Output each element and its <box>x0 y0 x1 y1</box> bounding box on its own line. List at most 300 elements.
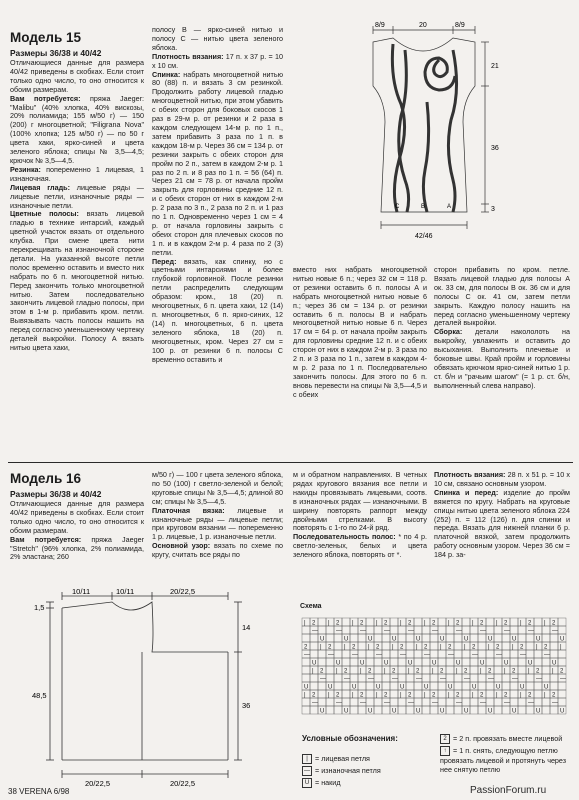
chart-symbol: U <box>416 636 421 643</box>
chart-symbol: — <box>376 652 382 659</box>
paragraph-text: вместо них набрать многоцветной нитью новые 6 п.; через 32 см = 118 р. от резинки оставить 6 п. полосы А и набрать многоцветной нитью новые 6 п.; через 36 см = 134 р. от резинки оставить 6 п. полосы В и набрать многоцветной нитью новые 6 п. Через 17 см = 64 р. от начала пройм закрыть для горловины средние 12 п. и с обеих сторон от них в каждом 2-м р. 3 раза по 2 п. и 3 раза по 1 п., затем в каждом 4-м р. 2 раза по 1 п. Последовательно закончить полосы. Для этого по 6 п. вновь перевести на спицы № 3,5—4,5 и с обеих <box>293 266 427 399</box>
chart-cell <box>366 698 374 706</box>
model-15-stripe-c: C <box>395 204 400 210</box>
chart-symbol: | <box>504 668 506 675</box>
chart-symbol: U <box>304 684 309 691</box>
chart-cell <box>478 642 486 650</box>
chart-cell <box>366 626 374 634</box>
watermark: PassionForum.ru <box>470 785 547 796</box>
chart-symbol: 2 <box>504 692 508 699</box>
chart-cell <box>374 698 382 706</box>
chart-cell <box>398 666 406 674</box>
chart-symbol: U <box>344 708 349 715</box>
paragraph-text: набрать многоцветной нитью 80 (88) п. и вязать 3 см резинкой. Продолжить работу лицевой гладью многоцветной нитью, при этом убавить с обеих сторон для боковых скосов 1 раз в 29-м р. от резинки и 2 раза в каждом следующем 14-м р. по 1 п., затем прибавить 3 раза по 1 п. в каждом 18-м р. Через 36 см = 134 р. от резинки закрыть с обеих сторон для пройм по 2 п., затем в каждом 2-м р. 1 раз по 2 п. и 8 раз по 1 п. = 56 (64) п. Через 21 см = 78 р. от начала пройм закрыть для горловины средние 12 п. и с обеих сторон от них в каждом 2-м р. 2 раза по 3 п., 2 раза по 2 п. и 1 раз по 1 п. Одновременно через 1 см = 4 р. от начала горловины закрыть с обеих сторон для плечевых скосов по 1 п. и в каждом 2-м р. 4 раза по 2 (3) петли. <box>152 69 283 257</box>
chart-cell <box>326 698 334 706</box>
chart-cell <box>494 634 502 642</box>
model-15-schematic <box>335 20 575 255</box>
chart-symbol: 2 <box>552 692 556 699</box>
chart-symbol: U <box>544 684 549 691</box>
chart-symbol: — <box>552 700 558 707</box>
chart-cell <box>318 658 326 666</box>
legend-title: Условные обозначения: <box>302 734 398 743</box>
chart-cell <box>438 658 446 666</box>
chart-cell <box>422 698 430 706</box>
chart-cell <box>446 706 454 714</box>
chart-cell <box>510 626 518 634</box>
chart-symbol: — <box>464 676 470 683</box>
chart-cell <box>398 706 406 714</box>
chart-symbol: — <box>560 676 566 683</box>
chart-symbol: — <box>360 628 366 635</box>
chart-symbol: U <box>496 684 501 691</box>
chart-symbol: | <box>536 644 538 651</box>
paragraph-text: вязать лицевой гладью в технике интарсий, каждый цветной участок вязать от отдельного клубка. При смене цвета нити перекрещивать на изнаночной стороне детали. На указанной высоте петли полос временно оставить и вместо них набрать по 6 п. многоцветной нитью. Перед закончить только многоцветной нитью. Затем последовательно закончить лицевой гладью полосы, при этом в 1-м р. прибавить кром. петли. Вывязывать часть полосы нашить на перед согласно уменьшенному чертежу деталей выкройки. Полосу А вязать нитью цвета хаки, <box>10 209 144 352</box>
chart-cell <box>390 698 398 706</box>
chart-cell <box>526 642 534 650</box>
chart-symbol: — <box>504 700 510 707</box>
chart-symbol: — <box>392 676 398 683</box>
paragraph-text: сторон прибавить по кром. петле. Вязать лицевой гладью для полосы А ок. 33 см, для полосы В ок. 36 см и для полосы С ок. 41 см, затем петли закрыть. Каждую полосу нашить на перед согласно уменьшенному чертежу деталей выкройки. <box>434 266 570 328</box>
chart-cell <box>398 658 406 666</box>
chart-cell <box>454 650 462 658</box>
chart-cell <box>302 634 310 642</box>
paragraph-lead: Перед: <box>152 256 177 266</box>
chart-cell <box>510 658 518 666</box>
chart-cell <box>302 658 310 666</box>
chart-cell <box>382 650 390 658</box>
chart-cell <box>518 626 526 634</box>
chart-symbol: U <box>368 636 373 643</box>
chart-cell <box>342 682 350 690</box>
chart-cell <box>350 698 358 706</box>
chart-cell <box>342 650 350 658</box>
chart-cell <box>534 698 542 706</box>
chart-symbol: | <box>432 668 434 675</box>
chart-cell <box>406 674 414 682</box>
chart-symbol: — <box>408 628 414 635</box>
chart-symbol: 2 <box>368 668 372 675</box>
chart-symbol: U <box>504 660 509 667</box>
chart-cell <box>494 698 502 706</box>
chart-symbol: | <box>320 644 322 651</box>
chart-symbol: — <box>504 628 510 635</box>
chart-cell <box>326 706 334 714</box>
chart-cell <box>502 634 510 642</box>
chart-cell <box>310 706 318 714</box>
chart-symbol: 2 <box>456 620 460 627</box>
chart-symbol: U <box>456 660 461 667</box>
chart-cell <box>406 706 414 714</box>
paragraph <box>152 507 283 543</box>
paragraph <box>293 533 427 560</box>
paragraph <box>10 500 144 536</box>
chart-symbol: U <box>344 636 349 643</box>
chart-cell <box>486 626 494 634</box>
legend-knit: | = лицевая петля <box>302 754 370 764</box>
chart-cell <box>550 634 558 642</box>
chart-symbol: U <box>392 636 397 643</box>
chart-cell <box>438 650 446 658</box>
chart-symbol: — <box>432 700 438 707</box>
chart-cell <box>454 682 462 690</box>
paragraph-lead: Цветные полосы: <box>10 209 79 219</box>
paragraph-lead: Спинка: <box>152 69 181 79</box>
chart-cell <box>462 658 470 666</box>
chart-cell <box>502 706 510 714</box>
chart-cell <box>518 658 526 666</box>
chart-cell <box>398 698 406 706</box>
chart-symbol: U <box>552 660 557 667</box>
chart-cell <box>334 642 342 650</box>
chart-symbol: 2 <box>312 692 316 699</box>
chart-cell <box>534 690 542 698</box>
chart-symbol: U <box>432 660 437 667</box>
model-15-column-2 <box>152 26 283 431</box>
chart-symbol: 2 <box>328 644 332 651</box>
chart-cell <box>462 626 470 634</box>
chart-symbol: 2 <box>504 620 508 627</box>
chart-cell <box>414 650 422 658</box>
chart-cell <box>550 674 558 682</box>
chart-symbol: — <box>488 676 494 683</box>
chart-cell <box>406 634 414 642</box>
model-15-dim-top-right: 8/9 <box>455 22 465 29</box>
model-15-dim-top-left: 8/9 <box>375 22 385 29</box>
model-16-sizes: Размеры 36/38 и 40/42 <box>10 489 102 499</box>
chart-symbol: — <box>400 652 406 659</box>
chart-symbol: | <box>520 692 522 699</box>
paragraph <box>152 26 283 53</box>
chart-cell <box>334 634 342 642</box>
chart-symbol: 2 <box>520 644 524 651</box>
chart-symbol: 2 <box>544 644 548 651</box>
chart-symbol: — <box>408 700 414 707</box>
chart-cell <box>534 626 542 634</box>
chart-cell <box>462 650 470 658</box>
paragraph-lead: Сборка: <box>434 327 463 337</box>
chart-symbol: | <box>408 668 410 675</box>
paragraph-lead: Платочная вязка: <box>152 505 225 515</box>
chart-cell <box>422 666 430 674</box>
chart-symbol: — <box>368 676 374 683</box>
chart-symbol: — <box>528 700 534 707</box>
model-16-title: Модель 16 <box>10 471 82 486</box>
chart-symbol: | <box>344 644 346 651</box>
chart-symbol: U <box>560 708 565 715</box>
chart-cell <box>550 642 558 650</box>
chart-cell <box>374 666 382 674</box>
chart-cell <box>462 618 470 626</box>
chart-cell <box>486 690 494 698</box>
chart-cell <box>374 634 382 642</box>
paragraph-lead: Спинка и перед: <box>434 487 499 497</box>
chart-cell <box>326 674 334 682</box>
chart-symbol: | <box>424 620 426 627</box>
chart-symbol: U <box>392 708 397 715</box>
chart-symbol: U <box>464 708 469 715</box>
chart-symbol: | <box>376 692 378 699</box>
chart-cell <box>470 634 478 642</box>
chart-cell <box>462 690 470 698</box>
legend-ssk: ↑ = 1 п. снять, следующую петлю провязать лицевой и протянуть через нее снятую петлю <box>440 746 567 775</box>
chart-cell <box>526 674 534 682</box>
paragraph-lead: Последовательность полос: <box>293 532 396 542</box>
chart-cell <box>366 690 374 698</box>
chart-cell <box>302 626 310 634</box>
purl-icon: — <box>304 768 310 775</box>
model-16-dim-bottom-1: 20/22,5 <box>85 779 111 788</box>
chart-symbol: — <box>304 652 310 659</box>
chart-symbol: — <box>512 676 518 683</box>
chart-cell <box>406 642 414 650</box>
chart-symbol: — <box>528 628 534 635</box>
chart-cell <box>398 626 406 634</box>
chart-symbol: | <box>360 668 362 675</box>
paragraph <box>434 266 570 328</box>
chart-cell <box>510 690 518 698</box>
model-16-dim-top-3: 20/22,5 <box>170 588 196 596</box>
chart-symbol: — <box>384 700 390 707</box>
paragraph-text: вязать по схеме по кругу, считать все ряды по <box>152 541 283 560</box>
paragraph-text: * по 4 р. светло-зеленых, белых и цвета зеленого яблока, повторять от *. <box>293 532 427 560</box>
chart-symbol: — <box>520 652 526 659</box>
chart-symbol: | <box>560 644 562 651</box>
chart-symbol: 2 <box>344 668 348 675</box>
paragraph-lead: Вам потребуется: <box>10 534 82 544</box>
chart-symbol: | <box>304 692 306 699</box>
paragraph <box>10 210 144 353</box>
chart-symbol: — <box>328 652 334 659</box>
chart-symbol: | <box>456 668 458 675</box>
chart-cell <box>358 682 366 690</box>
chart-cell <box>390 618 398 626</box>
chart-cell <box>302 674 310 682</box>
chart-symbol: 2 <box>352 644 356 651</box>
paragraph-lead: Основной узор: <box>152 541 211 551</box>
chart-cell <box>470 658 478 666</box>
chart-cell <box>446 658 454 666</box>
chart-symbol: U <box>440 708 445 715</box>
model-16-schematic <box>30 588 270 788</box>
chart-cell <box>358 706 366 714</box>
chart-cell <box>374 706 382 714</box>
chart-symbol: | <box>352 692 354 699</box>
chart-symbol: U <box>536 708 541 715</box>
paragraph <box>293 471 427 533</box>
chart-cell <box>470 674 478 682</box>
chart-cell <box>310 674 318 682</box>
chart-symbol: 2 <box>376 644 380 651</box>
chart-cell <box>382 674 390 682</box>
chart-cell <box>494 626 502 634</box>
chart-symbol: | <box>376 620 378 627</box>
chart-cell <box>430 682 438 690</box>
chart-cell <box>502 650 510 658</box>
chart-symbol: U <box>464 636 469 643</box>
model-15-column-3 <box>293 266 427 452</box>
chart-cell <box>494 658 502 666</box>
ssk-icon: ↑ <box>440 746 450 756</box>
chart-symbol: U <box>416 708 421 715</box>
paragraph <box>152 53 283 71</box>
chart-symbol: | <box>448 620 450 627</box>
chart-cell <box>526 634 534 642</box>
paragraph-lead: Резинка: <box>10 164 41 174</box>
chart-cell <box>438 626 446 634</box>
chart-symbol: | <box>472 620 474 627</box>
chart-symbol: | <box>304 620 306 627</box>
legend-k2tog: 2 = 2 п. провязать вместе лицевой <box>440 734 574 744</box>
chart-cell <box>326 666 334 674</box>
chart-symbol: U <box>488 636 493 643</box>
paragraph-text: изделие до пройм вяжется по кругу. Набрать на круговые спицы нитью цвета зеленого яблока 224 (252) п. = 112 (126) п. для спинки и переда. Вязать для нижней планки 6 р. платочной вязкой, затем продолжить работу основным узором. Через 36 см = 184 р. за- <box>434 487 570 560</box>
paragraph-text: пряжа Jaeger "Stretch" (96% хлопка, 2% полиамида, 2% эластана; 260 <box>10 534 144 562</box>
chart-cell <box>414 682 422 690</box>
chart-symbol: U <box>312 660 317 667</box>
chart-symbol: 2 <box>480 620 484 627</box>
chart-cell <box>518 706 526 714</box>
chart-cell <box>358 674 366 682</box>
chart-cell <box>414 690 422 698</box>
chart-cell <box>558 618 566 626</box>
paragraph-text: 28 п. х 51 р. = 10 х 10 см, связано основным узором. <box>434 471 570 488</box>
chart-symbol: | <box>552 668 554 675</box>
chart-cell <box>350 674 358 682</box>
chart-symbol: — <box>456 628 462 635</box>
chart-cell <box>382 642 390 650</box>
chart-symbol: U <box>336 660 341 667</box>
chart-symbol: | <box>496 692 498 699</box>
chart-symbol: | <box>464 644 466 651</box>
chart-cell <box>550 682 558 690</box>
chart-cell <box>494 666 502 674</box>
chart-cell <box>542 674 550 682</box>
chart-symbol: U <box>424 684 429 691</box>
chart-symbol: 2 <box>424 644 428 651</box>
chart-cell <box>478 634 486 642</box>
chart-cell <box>326 634 334 642</box>
chart-cell <box>318 682 326 690</box>
chart-cell <box>542 634 550 642</box>
chart-symbol: | <box>400 620 402 627</box>
chart-cell <box>422 658 430 666</box>
chart-cell <box>350 666 358 674</box>
chart-cell <box>550 650 558 658</box>
chart-cell <box>422 674 430 682</box>
chart-cell <box>446 674 454 682</box>
legend-yarnover: U = накид <box>302 778 341 788</box>
chart-symbol: — <box>312 700 318 707</box>
chart-cell <box>438 682 446 690</box>
paragraph <box>10 166 144 184</box>
model-15-dim-top-mid: 20 <box>419 22 427 29</box>
chart-symbol: U <box>560 636 565 643</box>
chart-cell <box>390 682 398 690</box>
chart-cell <box>422 706 430 714</box>
chart-cell <box>470 626 478 634</box>
chart-symbol: 2 <box>512 668 516 675</box>
chart-cell <box>454 706 462 714</box>
chart-symbol: 2 <box>448 644 452 651</box>
chart-cell <box>318 618 326 626</box>
chart-cell <box>334 706 342 714</box>
knitting-chart <box>300 616 570 716</box>
chart-cell <box>542 698 550 706</box>
chart-cell <box>390 626 398 634</box>
paragraph-lead: Вам потребуется: <box>10 93 81 103</box>
chart-symbol: U <box>368 708 373 715</box>
chart-cell <box>430 650 438 658</box>
chart-cell <box>510 618 518 626</box>
chart-cell <box>430 634 438 642</box>
model-15-column-1 <box>10 59 144 421</box>
chart-symbol: 2 <box>432 692 436 699</box>
chart-cell <box>510 698 518 706</box>
chart-cell <box>350 658 358 666</box>
chart-cell <box>382 706 390 714</box>
model-15-stripe-b: B <box>421 204 426 210</box>
chart-cell <box>542 658 550 666</box>
chart-symbol: — <box>432 628 438 635</box>
paragraph-text: лицевые ряды — лицевые петли, изнаночные ряды — изнаночные петли. <box>10 182 144 210</box>
model-16-column-2 <box>152 471 283 581</box>
chart-symbol: | <box>520 620 522 627</box>
chart-cell <box>542 626 550 634</box>
chart-symbol: — <box>384 628 390 635</box>
chart-symbol: 2 <box>472 644 476 651</box>
paragraph-text: полосу В — ярко-синей нитью и полосу С — нитью цвета зеленого яблока. <box>152 26 283 52</box>
chart-symbol: 2 <box>408 692 412 699</box>
chart-cell <box>510 650 518 658</box>
chart-symbol: — <box>360 700 366 707</box>
chart-symbol: | <box>544 692 546 699</box>
model-15-dim-right-1: 21 <box>491 63 499 70</box>
chart-cell <box>310 682 318 690</box>
chart-symbol: 2 <box>400 644 404 651</box>
chart-cell <box>470 706 478 714</box>
chart-cell <box>486 658 494 666</box>
chart-cell <box>470 666 478 674</box>
chart-symbol: 2 <box>312 620 316 627</box>
section-divider <box>8 462 573 463</box>
paragraph-text: Отличающиеся данные для размера 40/42 приведены в скобках. Если стоит только одно число, то оно относится к обоим размерам. <box>10 500 144 535</box>
chart-cell <box>558 682 566 690</box>
chart-cell <box>318 698 326 706</box>
chart-cell <box>310 650 318 658</box>
chart-cell <box>494 674 502 682</box>
chart-cell <box>534 682 542 690</box>
chart-symbol: | <box>400 692 402 699</box>
chart-cell <box>558 690 566 698</box>
chart-symbol: U <box>400 684 405 691</box>
chart-symbol: | <box>528 668 530 675</box>
chart-cell <box>534 618 542 626</box>
chart-cell <box>454 674 462 682</box>
chart-cell <box>350 626 358 634</box>
chart-cell <box>326 626 334 634</box>
chart-cell <box>454 642 462 650</box>
chart-cell <box>350 706 358 714</box>
chart-symbol: — <box>344 676 350 683</box>
chart-cell <box>478 674 486 682</box>
chart-symbol: | <box>312 668 314 675</box>
chart-symbol: U <box>488 708 493 715</box>
chart-symbol: U <box>440 636 445 643</box>
chart-symbol: — <box>336 700 342 707</box>
chart-symbol: | <box>440 644 442 651</box>
page-footer: 38 VERENA 6/98 <box>8 787 70 796</box>
chart-symbol: U <box>352 684 357 691</box>
